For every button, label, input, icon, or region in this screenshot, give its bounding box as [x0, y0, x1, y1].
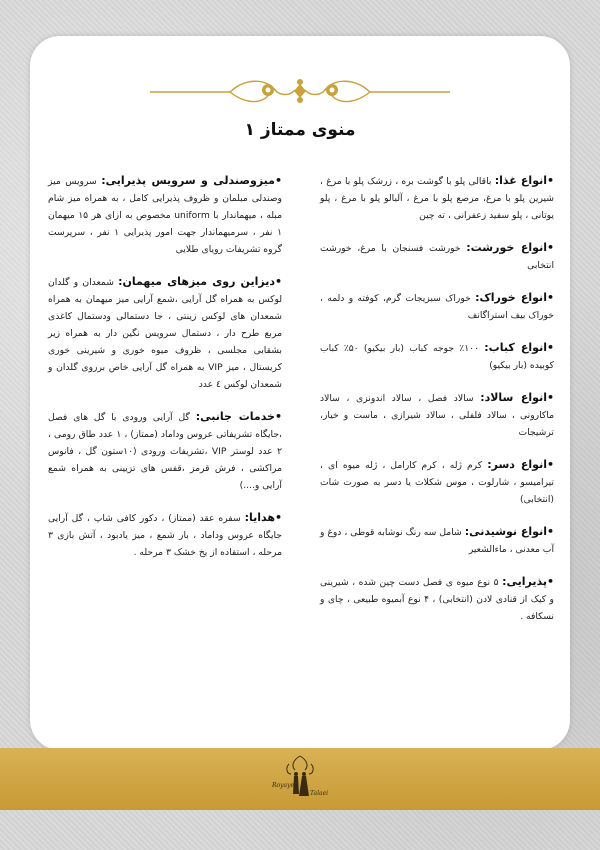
menu-item-salads: •انواع سالاد: سالاد فصل ، سالاد اندونزی ، سالاد ماکارونی ، سالاد فلفلی ، سالاد شیرازی ، ماست و خیار، ترشیجات — [320, 391, 554, 438]
menu-column-left — [48, 172, 282, 576]
menu-item-kebabs: •انواع کباب: ۱۰۰٪ جوجه کباب (بار بیکیو) ۵۰٪ کباب کوبیده (بار بیکیو) — [320, 341, 555, 371]
menu-item-main-dishes: •انواع غذا: باقالی پلو با گوشت بره ، زرشک پلو با مرغ ، شیرین پلو با مرغ، مرصع پلو با مرغ ، آلبالو پلو با مرغ ، پلو یوتانی ، پلو سفید زعفرانی ، ته چین — [320, 174, 555, 221]
menu-item-stews: •انواع خورشت: خورشت فسنجان با مرغ، خورشت انتخابی — [320, 241, 554, 271]
menu-item-dishes: •انواع خوراک: خوراک سبزیجات گرم، کوفته و دلمه ، خوراک بیف استراگانف — [320, 291, 554, 321]
logo-text-talaei: Talaei — [310, 790, 329, 797]
menu-item-drinks: •انواع نوشیدنی: شامل سه رنگ نوشابه قوطی ، دوغ و آب معدنی ، ماءالشعیر — [320, 525, 555, 555]
menu-column-right — [320, 172, 554, 640]
gold-ornament-divider — [150, 70, 450, 110]
page-title: منوی ممتاز ۱ — [244, 120, 356, 140]
menu-item-desserts: •انواع دسر: کرم ژله ، کرم کارامل ، ژله میوه ای ، تیرامیسو ، شارلوت ، موس شکلات یا دسر به صورت شات (انتخابی) — [320, 458, 554, 505]
menu-item-furniture-service: •میزوصندلی و سرویس پذیرایی: سرویس میز وصندلی مبلمان و ظروف پذیرایی کامل ، به همراه میز شام مبله ، میهماندار با uniform مخصوص به ازای هر ۱۵ میهمان ۱ نفر ، سرمیهماندار جهت امور پذیرایی ۱ نفر ، سرپرست گروه تشریفات رویای طلایی — [48, 174, 283, 255]
menu-item-reception: •پذیرایی: ۵ نوع میوه ی فصل دست چین شده ، شیرینی و کیک از قنادی لادن (انتخابی) ، ۴ نوع آبمیوه طبیعی ، چای و نسکافه . — [320, 575, 555, 622]
logo-text-royaye: Royaye — [272, 782, 295, 789]
menu-item-table-design: •دیزاین روی میزهای میهمان: شمعدان و گلدان لوکس به همراه گل آرایی ،شمع آرایی میز میهمان به همراه شمعدان های لوکس زینتی ، جا دستمالی ودستمال کاغذی مربع طرح دار ، دستمال سرویس نگین دار به همراه زیر بشقابی مجلسی ، ظروف میوه خوری و شیرینی خوری کریستال ، میز VIP به همراه گل آرایی خاص برروی گلدان و شمعدان لوکس ٤ عدد — [48, 275, 283, 390]
menu-item-side-services: •خدمات جانبی: گل آرایی ورودی با گل های فصل ،جایگاه تشریفاتی عروس وداماد (ممتاز) ، ۱ عدد طاق رومی ، ۲ عدد لوستر VIP ،تشریفات ورودی (۱۰ستون گل ، فانوس مراکشی ، فرش قرمز ،قفس های تزیینی به همراه شمع آرایی و....) — [48, 410, 283, 491]
menu-item-gifts: •هدایا: سفره عقد (ممتاز) ، دکور کافی شاپ ، گل آرایی جایگاه عروس وداماد ، بار شمع ، میز یادبود ، آتش بازی ۳ مرحله ، استفاده از یخ خشک ۳ مرحله . — [48, 511, 283, 558]
